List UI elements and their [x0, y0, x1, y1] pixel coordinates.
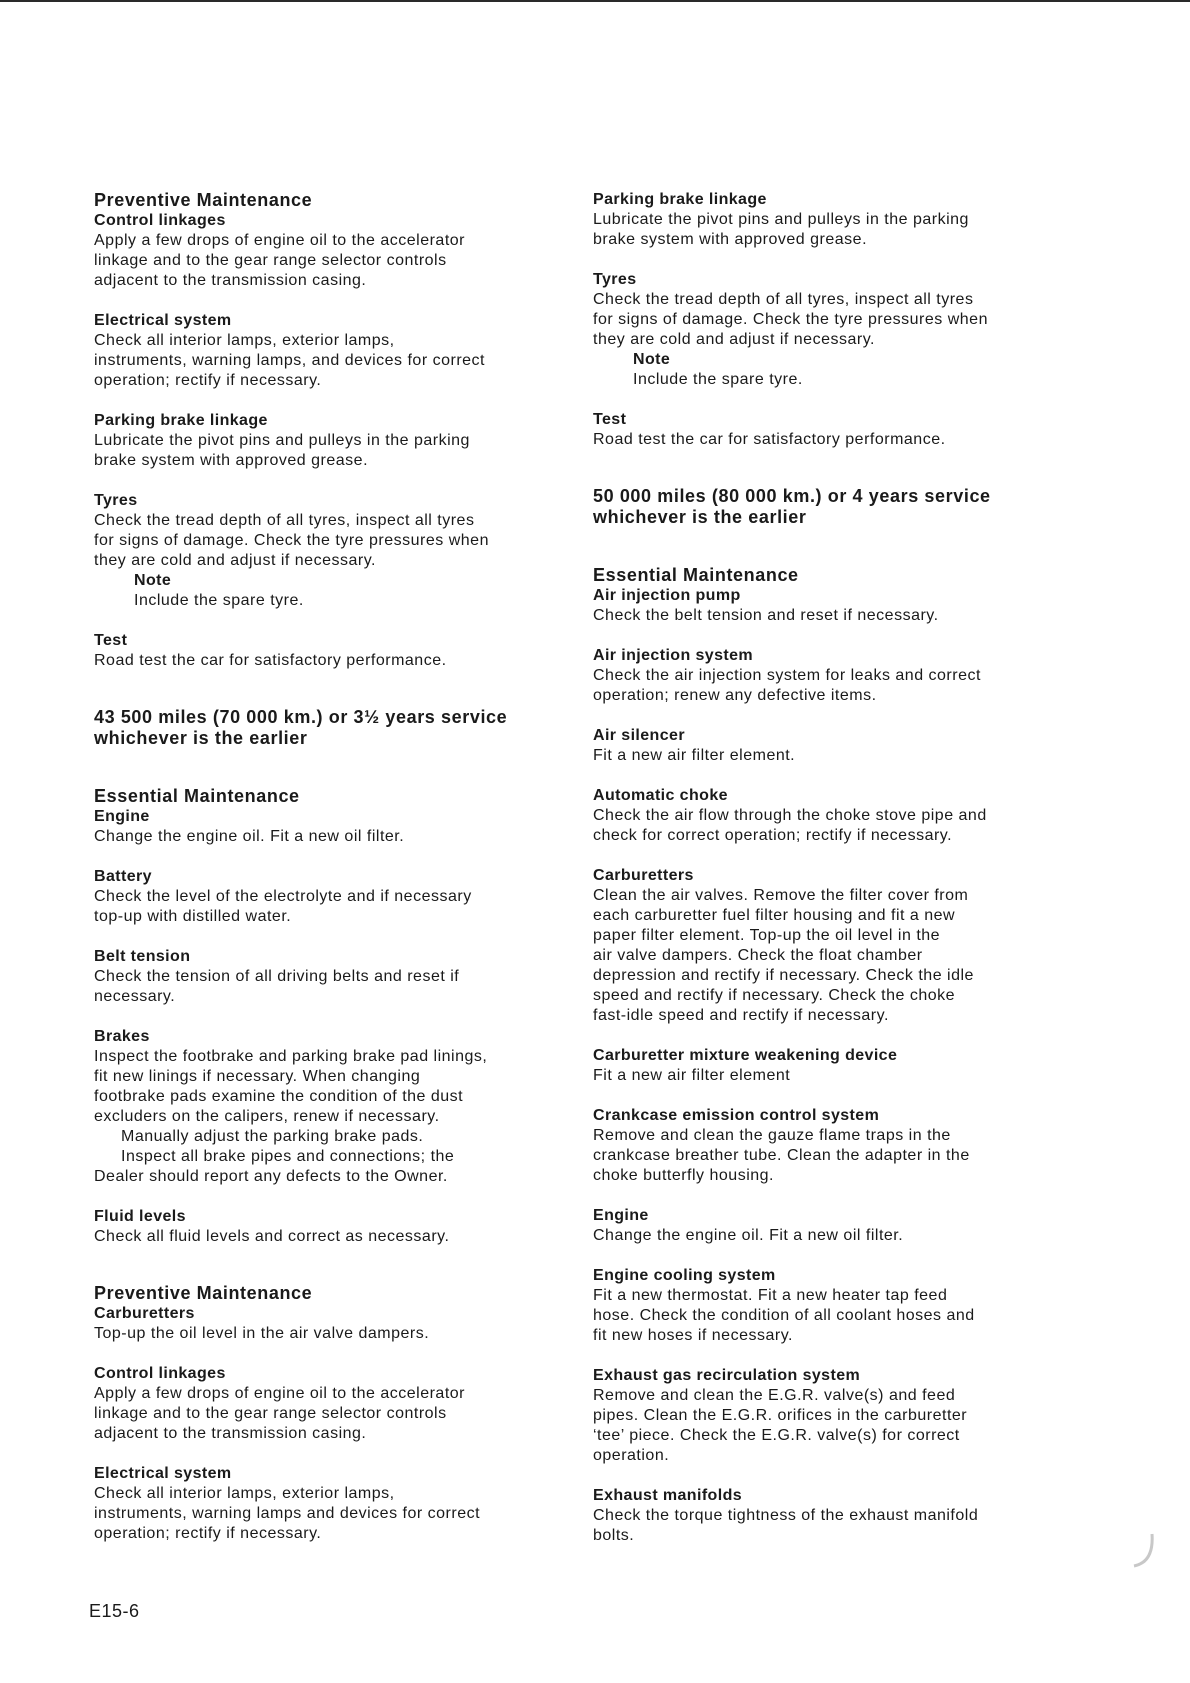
item-title: Test [94, 632, 128, 649]
item-line: Fit a new air filter element [593, 1067, 791, 1084]
item-line: Check all interior lamps, exterior lamps, [94, 1485, 395, 1502]
item-title: Air injection system [593, 647, 754, 664]
item-line: Check the tension of all driving belts and reset if [94, 968, 460, 985]
item-line: check for correct operation; rectify if necessary. [593, 827, 953, 844]
item-line: Fit a new thermostat. Fit a new heater tap feed [593, 1287, 948, 1304]
item-line: for signs of damage. Check the tyre pressures when [94, 532, 489, 549]
item-line: operation; rectify if necessary. [94, 372, 322, 389]
item-title: Carburetter mixture weakening device [593, 1047, 898, 1064]
item-title: Exhaust manifolds [593, 1487, 743, 1504]
item-line: top-up with distilled water. [94, 908, 292, 925]
item-title: Parking brake linkage [94, 412, 268, 429]
item-line: pipes. Clean the E.G.R. orifices in the carburetter [593, 1407, 968, 1424]
item-line: adjacent to the transmission casing. [94, 1425, 367, 1442]
item-line: linkage and to the gear range selector controls [94, 1405, 447, 1422]
item-title: Carburetters [94, 1305, 195, 1322]
item-title: Electrical system [94, 312, 232, 329]
item-line: Check the belt tension and reset if necessary. [593, 607, 939, 624]
item-line: excluders on the calipers, renew if necessary. [94, 1108, 440, 1125]
note-text: Include the spare tyre. [633, 371, 803, 388]
item-line: Check the level of the electrolyte and if necessary [94, 888, 472, 905]
service-interval-heading: 43 500 miles (70 000 km.) or 3½ years service [94, 707, 508, 727]
item-line: paper filter element. Top-up the oil level in the [593, 927, 941, 944]
item-line: Clean the air valves. Remove the filter cover from [593, 887, 969, 904]
item-line: Lubricate the pivot pins and pulleys in the parking [94, 432, 470, 449]
scan-mark [1130, 1532, 1156, 1570]
item-line: Check the torque tightness of the exhaust manifold [593, 1507, 979, 1524]
item-line: Change the engine oil. Fit a new oil filter. [94, 828, 405, 845]
item-line: crankcase breather tube. Clean the adapter in the [593, 1147, 970, 1164]
section-heading: Preventive Maintenance [94, 1283, 313, 1303]
item-title: Air silencer [593, 727, 685, 744]
item-line: operation; rectify if necessary. [94, 1525, 322, 1542]
item-line: fit new hoses if necessary. [593, 1327, 793, 1344]
item-title: Brakes [94, 1028, 150, 1045]
service-interval-heading: whichever is the earlier [593, 507, 807, 527]
item-title: Exhaust gas recirculation system [593, 1367, 861, 1384]
item-line: Check all interior lamps, exterior lamps, [94, 332, 395, 349]
item-line: depression and rectify if necessary. Check the idle [593, 967, 974, 984]
item-line: each carburetter fuel filter housing and fit a new [593, 907, 956, 924]
item-line: fast-idle speed and rectify if necessary. [593, 1007, 889, 1024]
item-title: Tyres [593, 271, 637, 288]
item-line: for signs of damage. Check the tyre pressures when [593, 311, 988, 328]
item-title: Carburetters [593, 867, 694, 884]
item-line: adjacent to the transmission casing. [94, 272, 367, 289]
item-line: Apply a few drops of engine oil to the accelerator [94, 232, 465, 249]
top-border-line [0, 0, 1190, 2]
item-title: Tyres [94, 492, 138, 509]
item-title: Air injection pump [593, 587, 741, 604]
item-title: Crankcase emission control system [593, 1107, 880, 1124]
item-title: Test [593, 411, 627, 428]
service-interval-heading: whichever is the earlier [94, 728, 308, 748]
item-title: Engine [94, 808, 150, 825]
item-line: they are cold and adjust if necessary. [94, 552, 376, 569]
item-line: Remove and clean the E.G.R. valve(s) and feed [593, 1387, 956, 1404]
item-line: Manually adjust the parking brake pads. [121, 1128, 424, 1145]
item-title: Control linkages [94, 1365, 226, 1382]
item-line: linkage and to the gear range selector controls [94, 252, 447, 269]
item-line: ‘tee’ piece. Check the E.G.R. valve(s) for correct [593, 1427, 960, 1444]
item-title: Engine [593, 1207, 649, 1224]
item-line: footbrake pads examine the condition of the dust [94, 1088, 464, 1105]
item-line: Change the engine oil. Fit a new oil filter. [593, 1227, 904, 1244]
item-line: Check the tread depth of all tyres, inspect all tyres [593, 291, 974, 308]
item-line: Fit a new air filter element. [593, 747, 796, 764]
item-line: air valve dampers. Check the float chamber [593, 947, 923, 964]
item-line: Road test the car for satisfactory performance. [94, 652, 447, 669]
section-heading: Preventive Maintenance [94, 190, 313, 210]
note-text: Include the spare tyre. [134, 592, 304, 609]
item-title: Fluid levels [94, 1208, 186, 1225]
item-line: Dealer should report any defects to the Owner. [94, 1168, 448, 1185]
item-title: Engine cooling system [593, 1267, 776, 1284]
item-line: brake system with approved grease. [593, 231, 868, 248]
item-line: speed and rectify if necessary. Check the choke [593, 987, 956, 1004]
item-line: Inspect all brake pipes and connections; the [121, 1148, 455, 1165]
item-title: Parking brake linkage [593, 191, 767, 208]
note-label: Note [134, 572, 172, 589]
item-line: brake system with approved grease. [94, 452, 369, 469]
page-number: E15-6 [89, 1601, 140, 1621]
item-title: Control linkages [94, 212, 226, 229]
service-interval-heading: 50 000 miles (80 000 km.) or 4 years service [593, 486, 991, 506]
item-line: Check the air flow through the choke stove pipe and [593, 807, 987, 824]
item-line: Inspect the footbrake and parking brake pad linings, [94, 1048, 488, 1065]
item-line: fit new linings if necessary. When changing [94, 1068, 421, 1085]
section-heading: Essential Maintenance [94, 786, 300, 806]
note-label: Note [633, 351, 671, 368]
item-line: Top-up the oil level in the air valve dampers. [94, 1325, 430, 1342]
item-line: Remove and clean the gauze flame traps in the [593, 1127, 951, 1144]
item-line: instruments, warning lamps, and devices for correct [94, 352, 485, 369]
item-line: bolts. [593, 1527, 635, 1544]
item-line: operation; renew any defective items. [593, 687, 877, 704]
item-line: instruments, warning lamps and devices for correct [94, 1505, 481, 1522]
item-line: choke butterfly housing. [593, 1167, 774, 1184]
item-line: hose. Check the condition of all coolant hoses and [593, 1307, 975, 1324]
item-title: Automatic choke [593, 787, 728, 804]
item-line: they are cold and adjust if necessary. [593, 331, 875, 348]
right-column [593, 190, 1068, 1546]
item-title: Electrical system [94, 1465, 232, 1482]
section-heading: Essential Maintenance [593, 565, 799, 585]
item-line: Check the air injection system for leaks and correct [593, 667, 981, 684]
item-title: Belt tension [94, 948, 191, 965]
item-line: necessary. [94, 988, 176, 1005]
item-line: operation. [593, 1447, 670, 1464]
item-title: Battery [94, 868, 152, 885]
item-line: Lubricate the pivot pins and pulleys in the parking [593, 211, 969, 228]
left-column [94, 190, 564, 1544]
item-line: Road test the car for satisfactory performance. [593, 431, 946, 448]
item-line: Check all fluid levels and correct as necessary. [94, 1228, 450, 1245]
item-line: Apply a few drops of engine oil to the accelerator [94, 1385, 465, 1402]
item-line: Check the tread depth of all tyres, inspect all tyres [94, 512, 475, 529]
